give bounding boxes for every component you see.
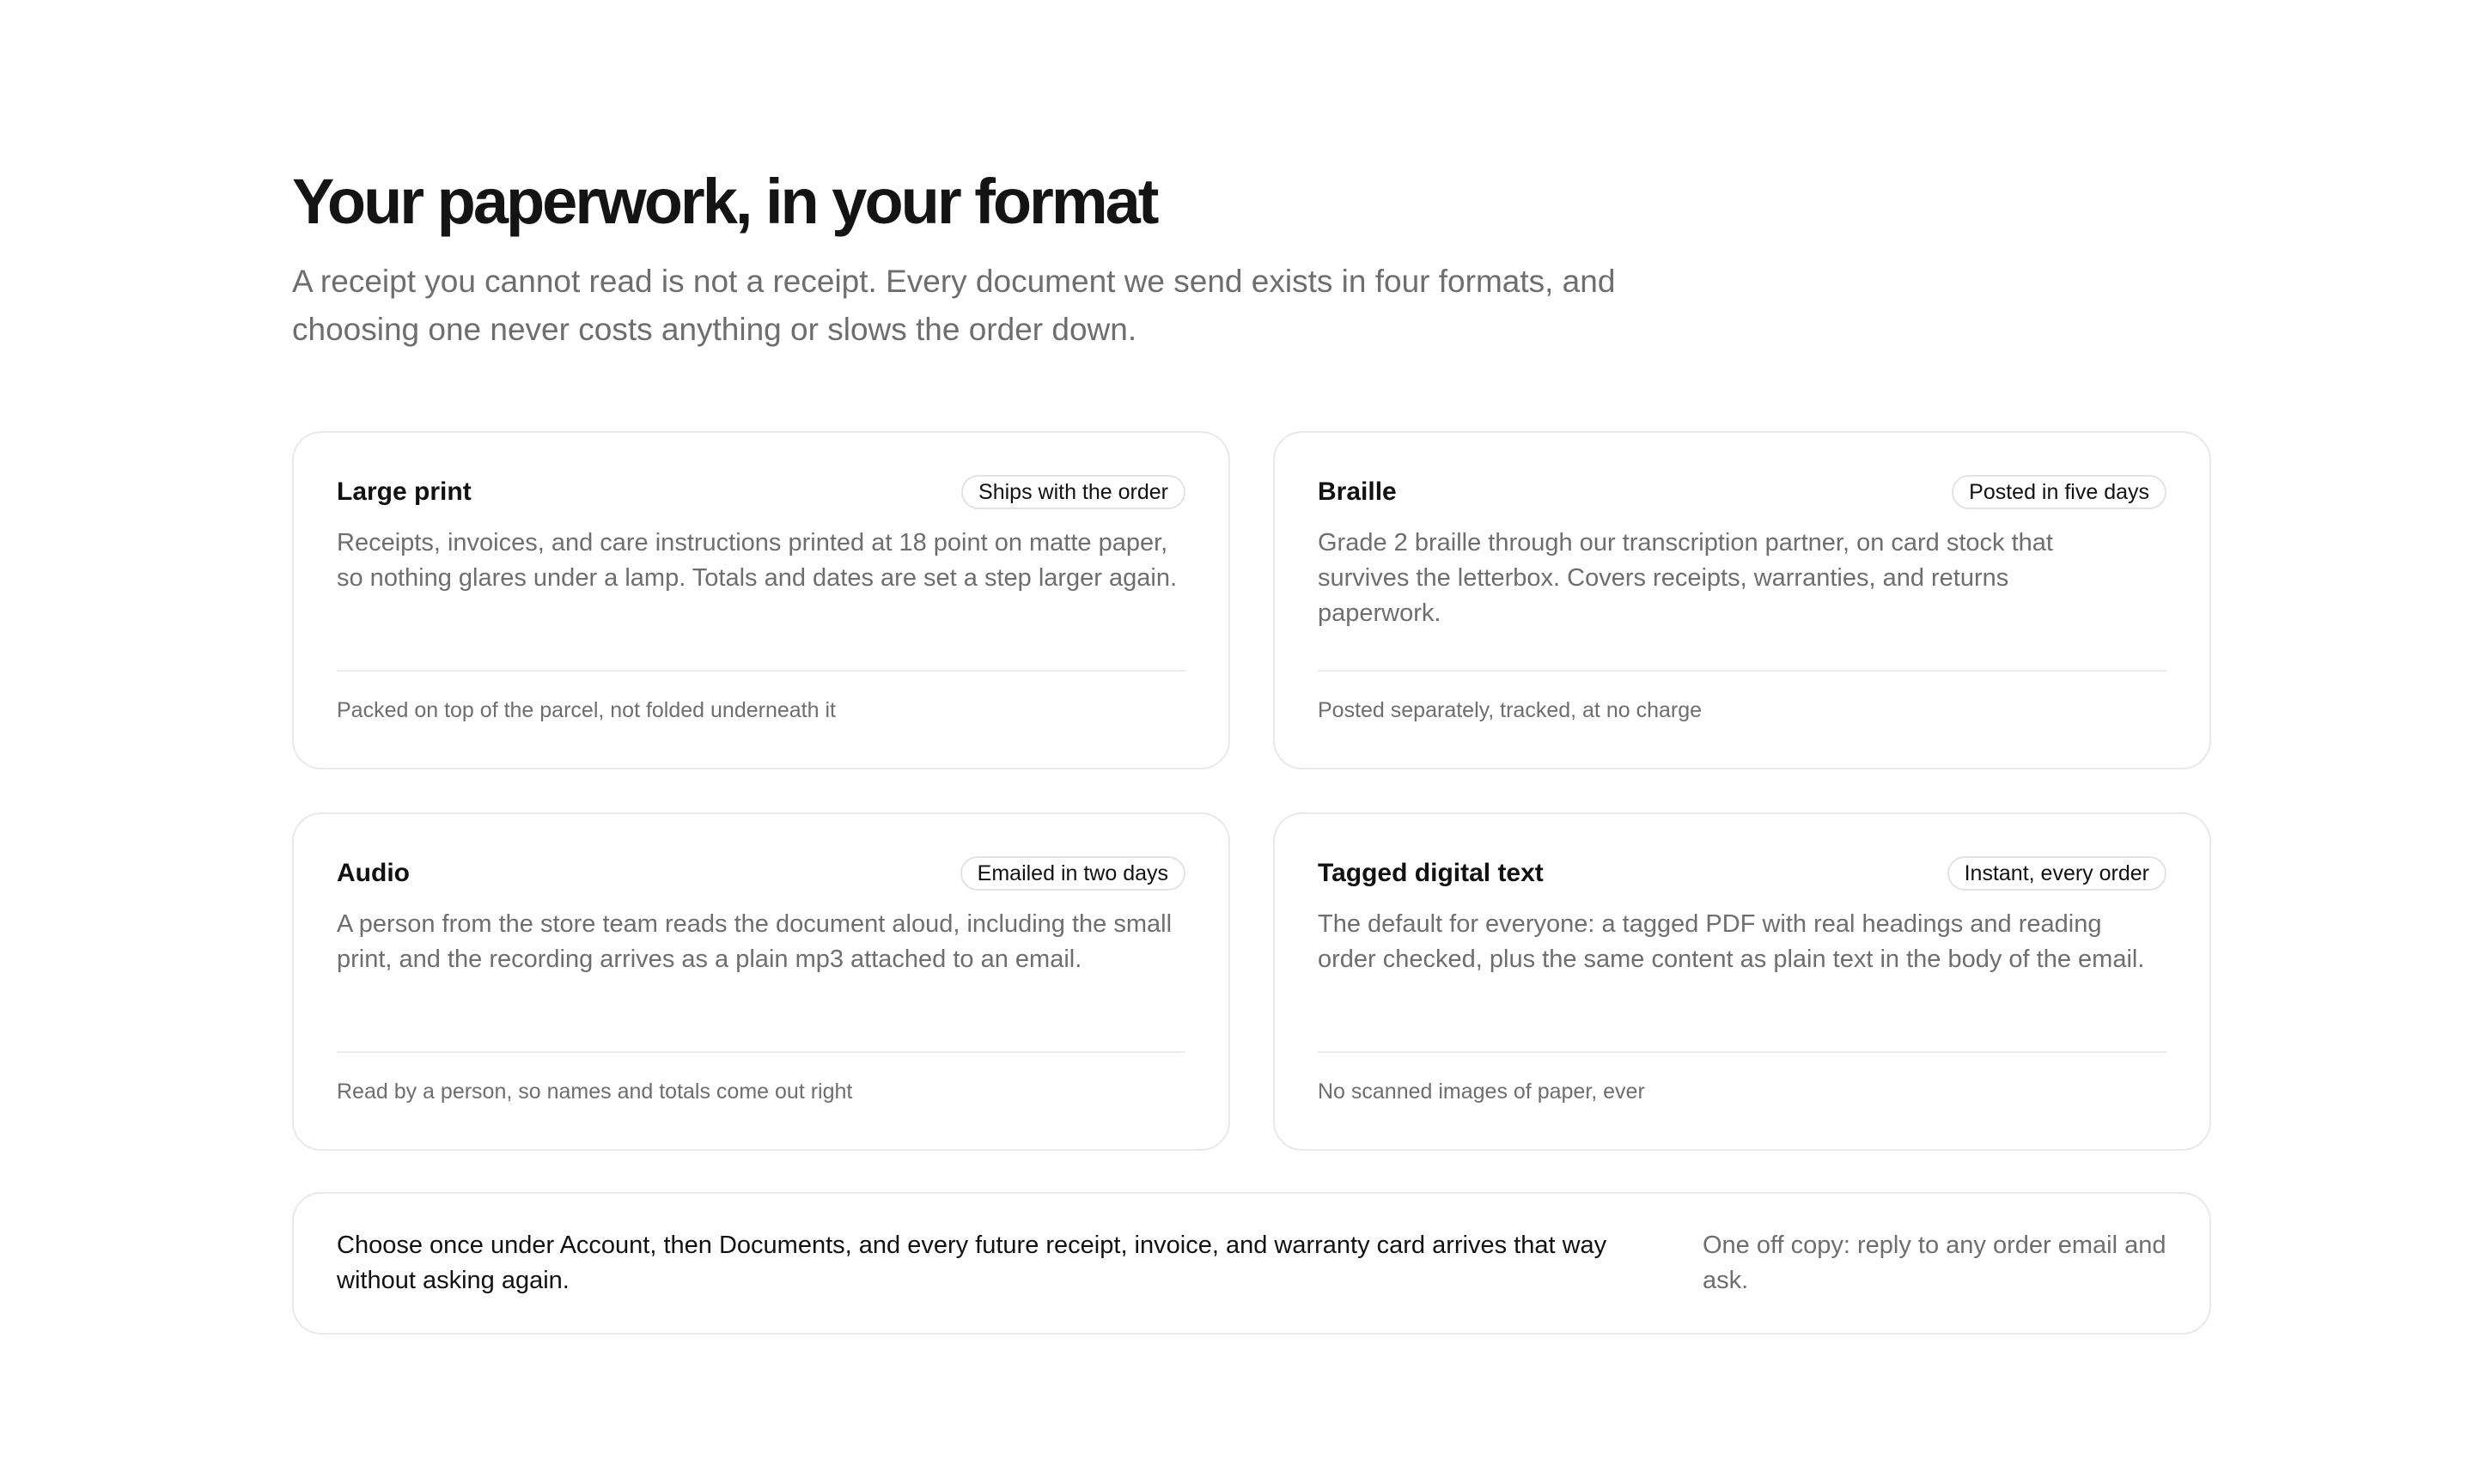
- delivery-badge: Emailed in two days: [960, 856, 1185, 891]
- card-description: Grade 2 braille through our transcription partner, on card stock that survives the letterbox. Covers receipts, warranties, and returns paperwork.: [1318, 529, 2053, 627]
- delivery-badge: Ships with the order: [961, 475, 1185, 509]
- card-title: Audio: [337, 859, 410, 887]
- delivery-badge: Instant, every order: [1947, 856, 2166, 891]
- format-card-large-print: [292, 431, 1230, 769]
- format-card-audio: [292, 812, 1230, 1151]
- card-footnote: No scanned images of paper, ever: [1318, 1080, 1645, 1104]
- card-divider: [1318, 670, 2166, 672]
- accessible-formats-page: [292, 163, 2211, 1294]
- page-subtitle: A receipt you cannot read is not a receipt. Every document we send exists in four formats, and choosing one never costs anything or slows the order down.: [292, 264, 1616, 347]
- card-description: A person from the store team reads the document aloud, including the small print, and the recording arrives as a plain mp3 attached to an email.: [337, 910, 1173, 973]
- preference-note: [292, 1192, 2211, 1335]
- card-title: Large print: [337, 477, 472, 506]
- card-footnote: Packed on top of the parcel, not folded underneath it: [337, 698, 836, 722]
- card-divider: [337, 1051, 1185, 1053]
- card-header: [337, 855, 1185, 891]
- page-title: Your paperwork, in your format: [292, 166, 1157, 237]
- preference-instructions: Choose once under Account, then Documents, and every future receipt, invoice, and warranty card arrives that way without asking again.: [337, 1232, 1607, 1294]
- card-footnote: Posted separately, tracked, at no charge: [1318, 698, 1703, 722]
- format-card-tagged-digital-text: [1273, 812, 2211, 1151]
- card-footnote: Read by a person, so names and totals come out right: [337, 1080, 853, 1104]
- card-description: Receipts, invoices, and care instructions printed at 18 point on matte paper, so nothing glares under a lamp. Totals and dates are set a step larger again.: [337, 529, 1178, 592]
- card-description: The default for everyone: a tagged PDF with real headings and reading order checked, plus the same content as plain text in the body of the email.: [1318, 910, 2145, 973]
- format-card-braille: [1273, 431, 2211, 769]
- card-title: Braille: [1318, 477, 1397, 506]
- card-header: [337, 474, 1185, 510]
- card-divider: [1318, 1051, 2166, 1053]
- card-divider: [337, 670, 1185, 672]
- format-cards: [292, 431, 2211, 1151]
- card-header: [1318, 855, 2166, 891]
- card-title: Tagged digital text: [1318, 859, 1544, 887]
- one-off-copy-note: One off copy: reply to any order email and ask.: [1703, 1232, 2166, 1294]
- delivery-badge: Posted in five days: [1952, 475, 2166, 509]
- card-header: [1318, 474, 2166, 510]
